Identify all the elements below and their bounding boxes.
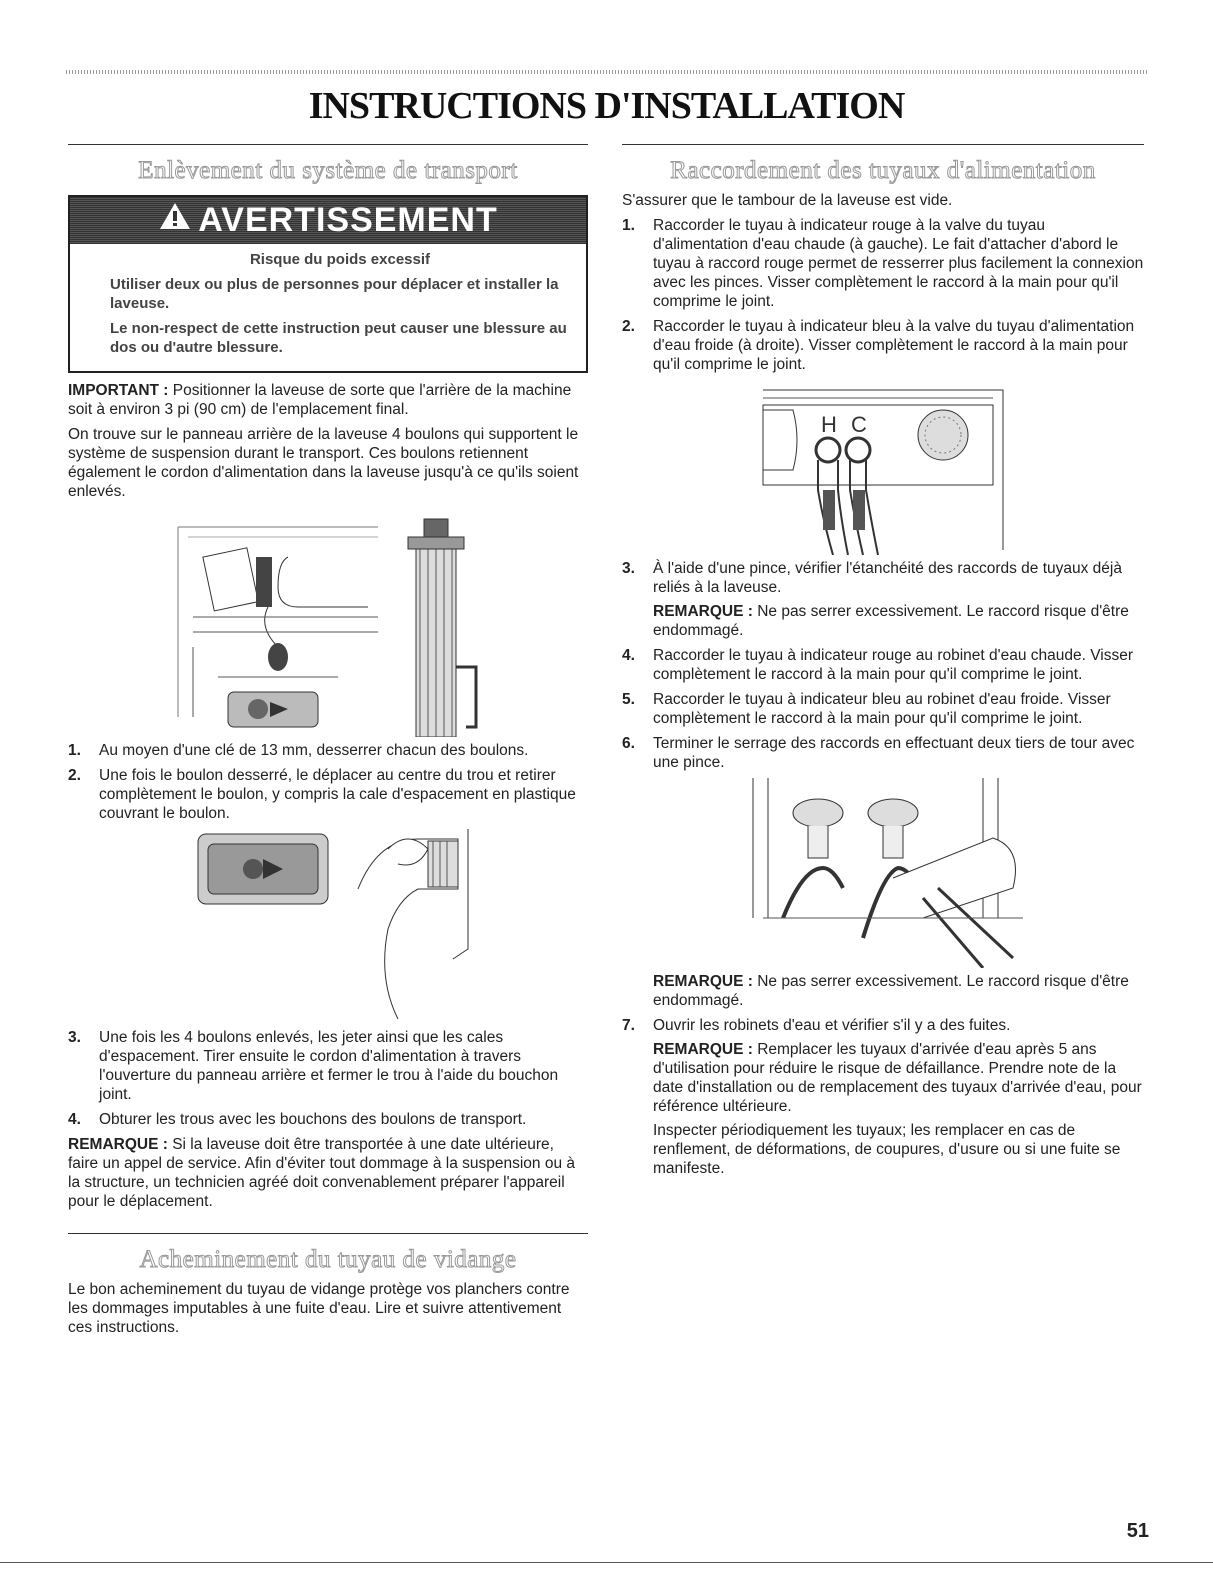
transport-steps-b	[68, 1028, 588, 1129]
hose-steps-a	[622, 216, 1144, 374]
warning-box	[68, 195, 588, 373]
warning-heading: AVERTISSEMENT	[198, 201, 498, 239]
hose-step-7	[622, 1016, 1144, 1178]
drain-paragraph: Le bon acheminement du tuyau de vidange protège vos planchers contre les dommages imputables à une fuite d'eau. Lire et suivre attentivement ces instructions.	[68, 1281, 570, 1336]
list-item: 4. Obturer les trous avec les bouchons des boulons de transport.	[68, 1111, 527, 1128]
section-rule	[68, 144, 588, 145]
right-column	[622, 144, 1144, 1184]
page-number: 51	[1126, 1520, 1149, 1542]
remark-text: Si la laveuse doit être transportée à une date ultérieure, faire un appel de service. Afin d'éviter tout dommage à la suspension ou à la structure, un technicien agréé doit convenablement préparer l'appareil pour le déplacement.	[68, 1136, 576, 1210]
hose-steps-b	[622, 646, 1144, 772]
important-text: Positionner la laveuse de sorte que l'arrière de la machine soit à environ 3 pi (90 cm) de l'emplacement final.	[68, 382, 572, 418]
valve-label-cold: C	[851, 412, 867, 437]
washer-back-panel-illustration	[158, 507, 498, 737]
list-item: 1. Au moyen d'une clé de 13 mm, desserrer chacun des boulons.	[68, 742, 529, 759]
transport-remark	[68, 1135, 588, 1211]
warning-line-2: Le non-respect de cette instruction peut causer une blessure au dos ou d'autre blessure.	[110, 320, 567, 356]
hose-step-3	[622, 559, 1144, 640]
section-rule	[622, 144, 1144, 145]
valve-label-hot: H	[821, 412, 837, 437]
warning-header	[70, 197, 586, 244]
page-title: INSTRUCTIONS D'INSTALLATION	[308, 85, 905, 127]
faucet-tightening-illustration	[723, 778, 1043, 968]
left-column	[68, 144, 588, 1343]
bottom-rule	[0, 1562, 1213, 1563]
list-item: 6. Terminer le serrage des raccords en effectuant deux tiers de tour avec une pince.	[622, 735, 1135, 771]
warning-line-1: Utiliser deux ou plus de personnes pour déplacer et installer la laveuse.	[110, 276, 559, 312]
warning-subtitle: Risque du poids excessif	[249, 251, 431, 268]
warning-triangle-icon	[158, 201, 192, 240]
remark-label: REMARQUE :	[68, 1136, 168, 1153]
section-title-drain: Acheminement du tuyau de vidange	[139, 1246, 517, 1273]
bolts-paragraph: On trouve sur le panneau arrière de la laveuse 4 boulons qui supportent le système de suspension durant le transport. Ces boulons retiennent également le cordon d'alimentation dans la laveuse jusqu'à ce qu'ils soient enlevés.	[68, 426, 579, 500]
list-item: 3. Une fois les 4 boulons enlevés, les jeter ainsi que les cales d'espacement. Tirer ensuite le cordon d'alimentation à travers l'ouverture du panneau arrière et fermer le trou à l'aide du bouchon joint.	[68, 1029, 559, 1103]
list-item: 5. Raccorder le tuyau à indicateur bleu au robinet d'eau froide. Visser complètement le raccord à la main pour qu'il comprime le joint.	[622, 691, 1111, 727]
hose-connection-illustration	[753, 380, 1013, 555]
list-item: 7. Ouvrir les robinets d'eau et vérifier s'il y a des fuites. REMARQUE : Remplacer les tuyaux d'arrivée d'eau après 5 ans d'utilisation pour réduire le risque de défaillance. Prendre note de la date d'installation ou de remplacement des tuyaux d'arrivée d'eau, pour référence ultérieure. Inspecter périodiquement les tuyaux; les remplacer en cas de renflement, de déformations, de coupures, d'usure ou si une fuite se manifeste.	[622, 1017, 1142, 1177]
section-title-hoses: Raccordement des tuyaux d'alimentation	[670, 157, 1096, 184]
list-item: 4. Raccorder le tuyau à indicateur rouge au robinet d'eau chaude. Visser complètement le raccord à la main pour qu'il comprime le joint.	[622, 647, 1134, 683]
hoses-intro: S'assurer que le tambour de la laveuse est vide.	[622, 192, 953, 209]
bolt-removal-illustration	[158, 829, 498, 1024]
important-label: IMPORTANT :	[68, 382, 169, 399]
hose-remark: REMARQUE : Ne pas serrer excessivement. Le raccord risque d'être endommagé.	[653, 973, 1129, 1009]
warning-body	[70, 244, 586, 371]
list-item: 2. Une fois le boulon desserré, le déplacer au centre du trou et retirer complètement le boulon, y compris la cale d'espacement en plastique couvrant le boulon.	[68, 767, 576, 822]
section-title-transport: Enlèvement du système de transport	[138, 157, 518, 184]
important-paragraph	[68, 381, 588, 419]
list-item: 3. À l'aide d'une pince, vérifier l'étanchéité des raccords de tuyaux déjà reliés à la laveuse. REMARQUE : Ne pas serrer excessivement. Le raccord risque d'être endommagé.	[622, 560, 1129, 639]
section-rule	[68, 1233, 588, 1234]
list-item: 2. Raccorder le tuyau à indicateur bleu à la valve du tuyau d'alimentation d'eau froide (à droite). Visser complètement le raccord à la main pour qu'il comprime le joint.	[622, 318, 1135, 373]
transport-steps-a	[68, 741, 588, 823]
top-dotted-rule	[66, 70, 1147, 74]
list-item: 1. Raccorder le tuyau à indicateur rouge à la valve du tuyau d'alimentation d'eau chaude (à gauche). Le fait d'attacher d'abord le tuyau à raccord rouge permet de resserrer plus facilement la connexion avec les pinces. Visser complètement le raccord à la main pour qu'il comprime le joint.	[622, 217, 1144, 310]
